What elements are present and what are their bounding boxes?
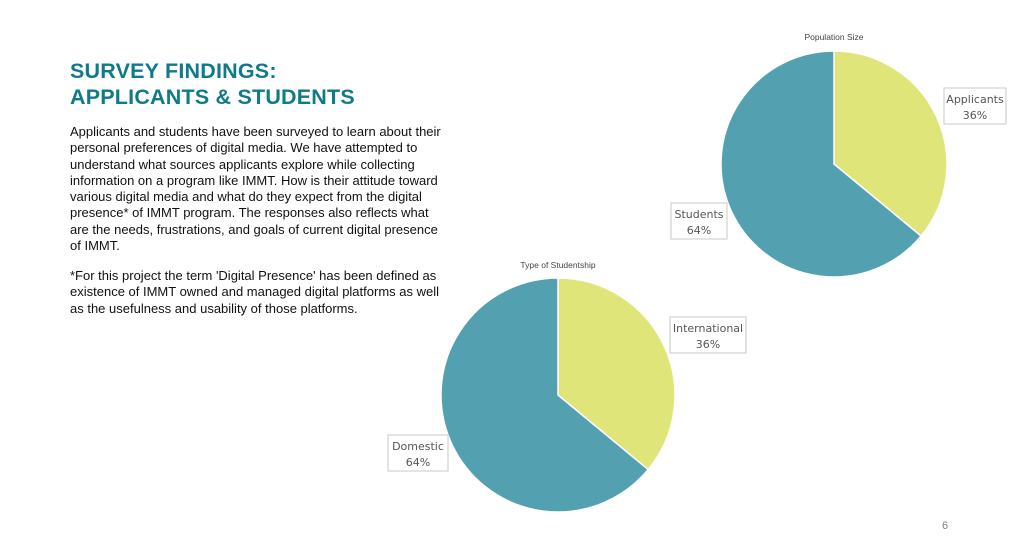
population-size-chart bbox=[660, 28, 1024, 288]
data-label-international bbox=[670, 317, 746, 353]
footnote-paragraph: *For this project the term 'Digital Presence' has been defined as existence of IMMT owned and managed digital platforms as well as the usefulness and usability of those platforms. bbox=[70, 268, 440, 316]
slice-label: Students bbox=[674, 208, 724, 221]
pie-slices bbox=[441, 278, 675, 512]
slice-value-label: 64% bbox=[686, 224, 712, 237]
page-number: 6 bbox=[942, 520, 949, 532]
slide-title bbox=[70, 58, 355, 110]
slice-value-label: 64% bbox=[405, 456, 431, 469]
pie-slices bbox=[721, 51, 947, 277]
data-label-students bbox=[671, 203, 727, 239]
chart-title: Type of Studentship bbox=[520, 260, 596, 270]
slide-title-line2: APPLICANTS & STUDENTS bbox=[70, 85, 355, 109]
slice-value-label: 36% bbox=[962, 109, 988, 122]
slice-label: International bbox=[672, 322, 744, 335]
slide-title-line1: SURVEY FINDINGS: bbox=[70, 59, 277, 83]
slice-label: Applicants bbox=[946, 93, 1004, 106]
intro-paragraph: Applicants and students have been surveyed to learn about their personal preferences of digital media. We have attempted to understand what sources applicants explore while collecting information on a program like IMMT. How is their attitude toward various digital media and what do they expect from the digital presence* of IMMT program. The responses also reflects what are the needs, frustrations, and goals of current digital presence of IMMT. bbox=[70, 124, 441, 254]
slice-label: Domestic bbox=[392, 440, 444, 453]
data-label-domestic bbox=[388, 435, 448, 471]
slice-value-label: 36% bbox=[695, 338, 721, 351]
chart-title: Population Size bbox=[804, 32, 864, 42]
data-label-applicants bbox=[944, 88, 1006, 124]
type-of-studentship-chart bbox=[380, 257, 760, 517]
